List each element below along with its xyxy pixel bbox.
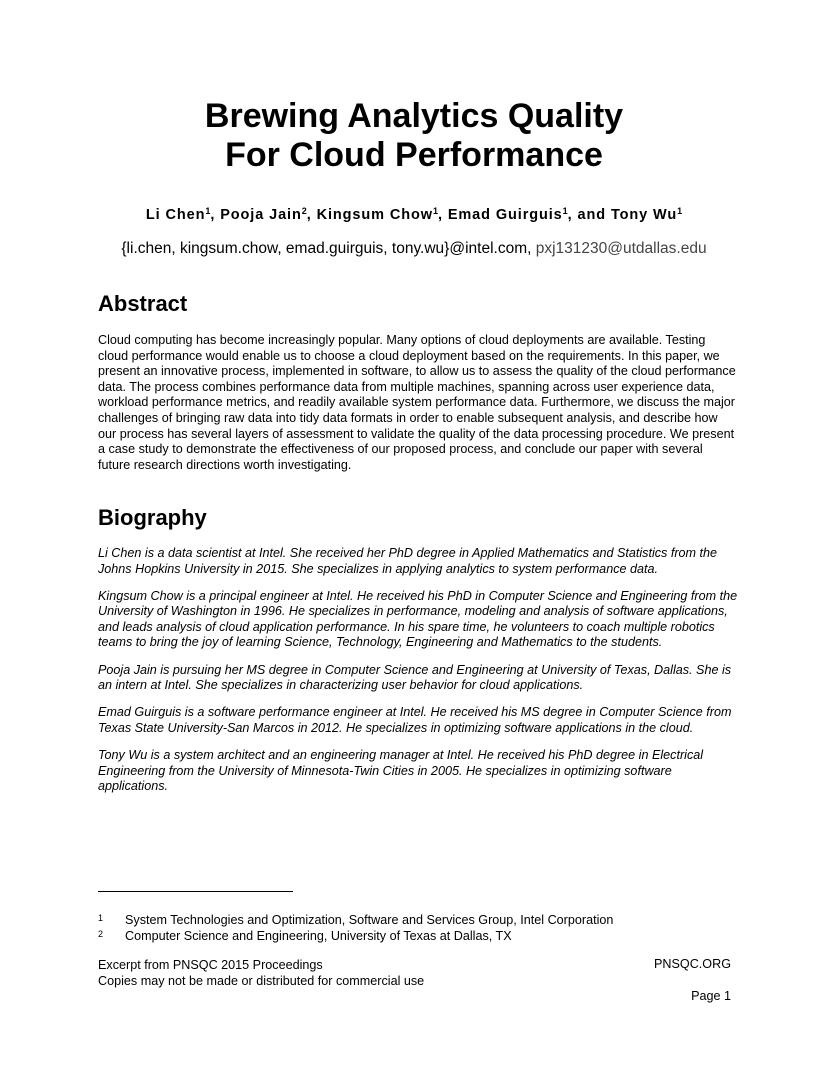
bio-paragraph: Pooja Jain is pursuing her MS degree in Computer Science and Engineering at University of Texas, Dallas. She is an intern at Intel. She specializes in characterizing user behavior for cloud applications.	[98, 662, 732, 693]
author-affiliation-mark: 1	[205, 206, 211, 216]
author-name: Pooja Jain	[220, 207, 302, 223]
author-name: Tony Wu	[610, 207, 678, 223]
author-affiliation-mark: 1	[562, 206, 568, 216]
footnote-number: 2	[98, 929, 104, 939]
author-affiliation-mark: 2	[301, 206, 307, 216]
author-affiliation-mark: 1	[432, 206, 438, 216]
abstract-text: Cloud computing has become increasingly popular. Many options of cloud deployments are available. Testing cloud performance would enable us to choose a cloud deployment based on the requirements. In this paper, we present an innovative process, implemented in software, to allow us to assess the quality of the cloud performance data. The process combines performance data from multiple machines, spanning across user experience data, workload performance metrics, and readily available system performance data. Furthermore, we discuss the major challenges of bringing raw data into tidy data formats in order to enable subsequent analysis, and describe how our process has several layers of assessment to validate the quality of the data processing procedure. We present a case study to demonstrate the effectiveness of our proposed process, and conclude our paper with several future research directions worth investigating.	[98, 333, 736, 472]
footnote	[98, 928, 738, 944]
intel-emails: {li.chen, kingsum.chow, emad.guirguis, tony.wu}@intel.com,	[121, 240, 532, 257]
footer-site: PNSQC.ORG	[654, 957, 731, 971]
author-separator: ,	[306, 207, 317, 223]
author-name: Kingsum Chow	[316, 207, 433, 223]
footnote-number: 1	[98, 913, 104, 923]
utd-email: pxj131230@utdallas.edu	[535, 240, 707, 257]
biography-heading: Biography	[98, 505, 207, 530]
author-separator: ,	[210, 207, 221, 223]
footer-copyright: Copies may not be made or distributed for commercial use	[98, 974, 425, 988]
footnotes	[98, 912, 738, 944]
author-list	[0, 206, 828, 223]
author-separator: ,	[437, 207, 448, 223]
footer-notice	[98, 957, 438, 989]
footer-excerpt: Excerpt from PNSQC 2015 Proceedings	[98, 958, 323, 972]
abstract-heading: Abstract	[98, 291, 188, 316]
bio-paragraph: Emad Guirguis is a software performance engineer at Intel. He received his MS degree in Computer Science from Texas State University-San Marcos in 2012. He specializes in optimizing software applications in the cloud.	[98, 705, 732, 735]
author-separator: , and	[567, 207, 611, 223]
footnote-divider	[98, 891, 293, 892]
author-affiliation-mark: 1	[677, 206, 683, 216]
author-name: Li Chen	[145, 207, 206, 223]
author-name: Emad Guirguis	[447, 207, 563, 223]
footnote	[98, 912, 738, 928]
paper-title	[0, 97, 828, 175]
bio-paragraph: Tony Wu is a system architect and an engineering manager at Intel. He received his PhD degree in Electrical Engineering from the University of Minnesota-Twin Cities in 2005. He specializes in optimizing software applications.	[98, 747, 704, 794]
bio-paragraph: Li Chen is a data scientist at Intel. She received her PhD degree in Applied Mathematics and Statistics from the Johns Hopkins University in 2015. She specializes in applying analytics to system performance data.	[98, 546, 718, 576]
title-line-1: Brewing Analytics Quality	[204, 97, 624, 135]
footnote-text: System Technologies and Optimization, Software and Services Group, Intel Corporation	[125, 913, 614, 927]
page-number: Page 1	[691, 989, 731, 1003]
footnote-text: Computer Science and Engineering, University of Texas at Dallas, TX	[125, 929, 512, 943]
title-line-2: For Cloud Performance	[225, 136, 603, 174]
author-emails	[0, 240, 828, 258]
biography-section	[98, 546, 738, 806]
bio-paragraph: Kingsum Chow is a principal engineer at Intel. He received his PhD in Computer Science and Engineering from the University of Washington in 1996. He specializes in performance, modeling and analysis of software applications, and leads analysis of cloud application performance. In his spare time, he volunteers to coach multiple robotics teams to bring the joy of learning Science, Technology, Engineering and Mathematics to the students.	[98, 588, 738, 650]
